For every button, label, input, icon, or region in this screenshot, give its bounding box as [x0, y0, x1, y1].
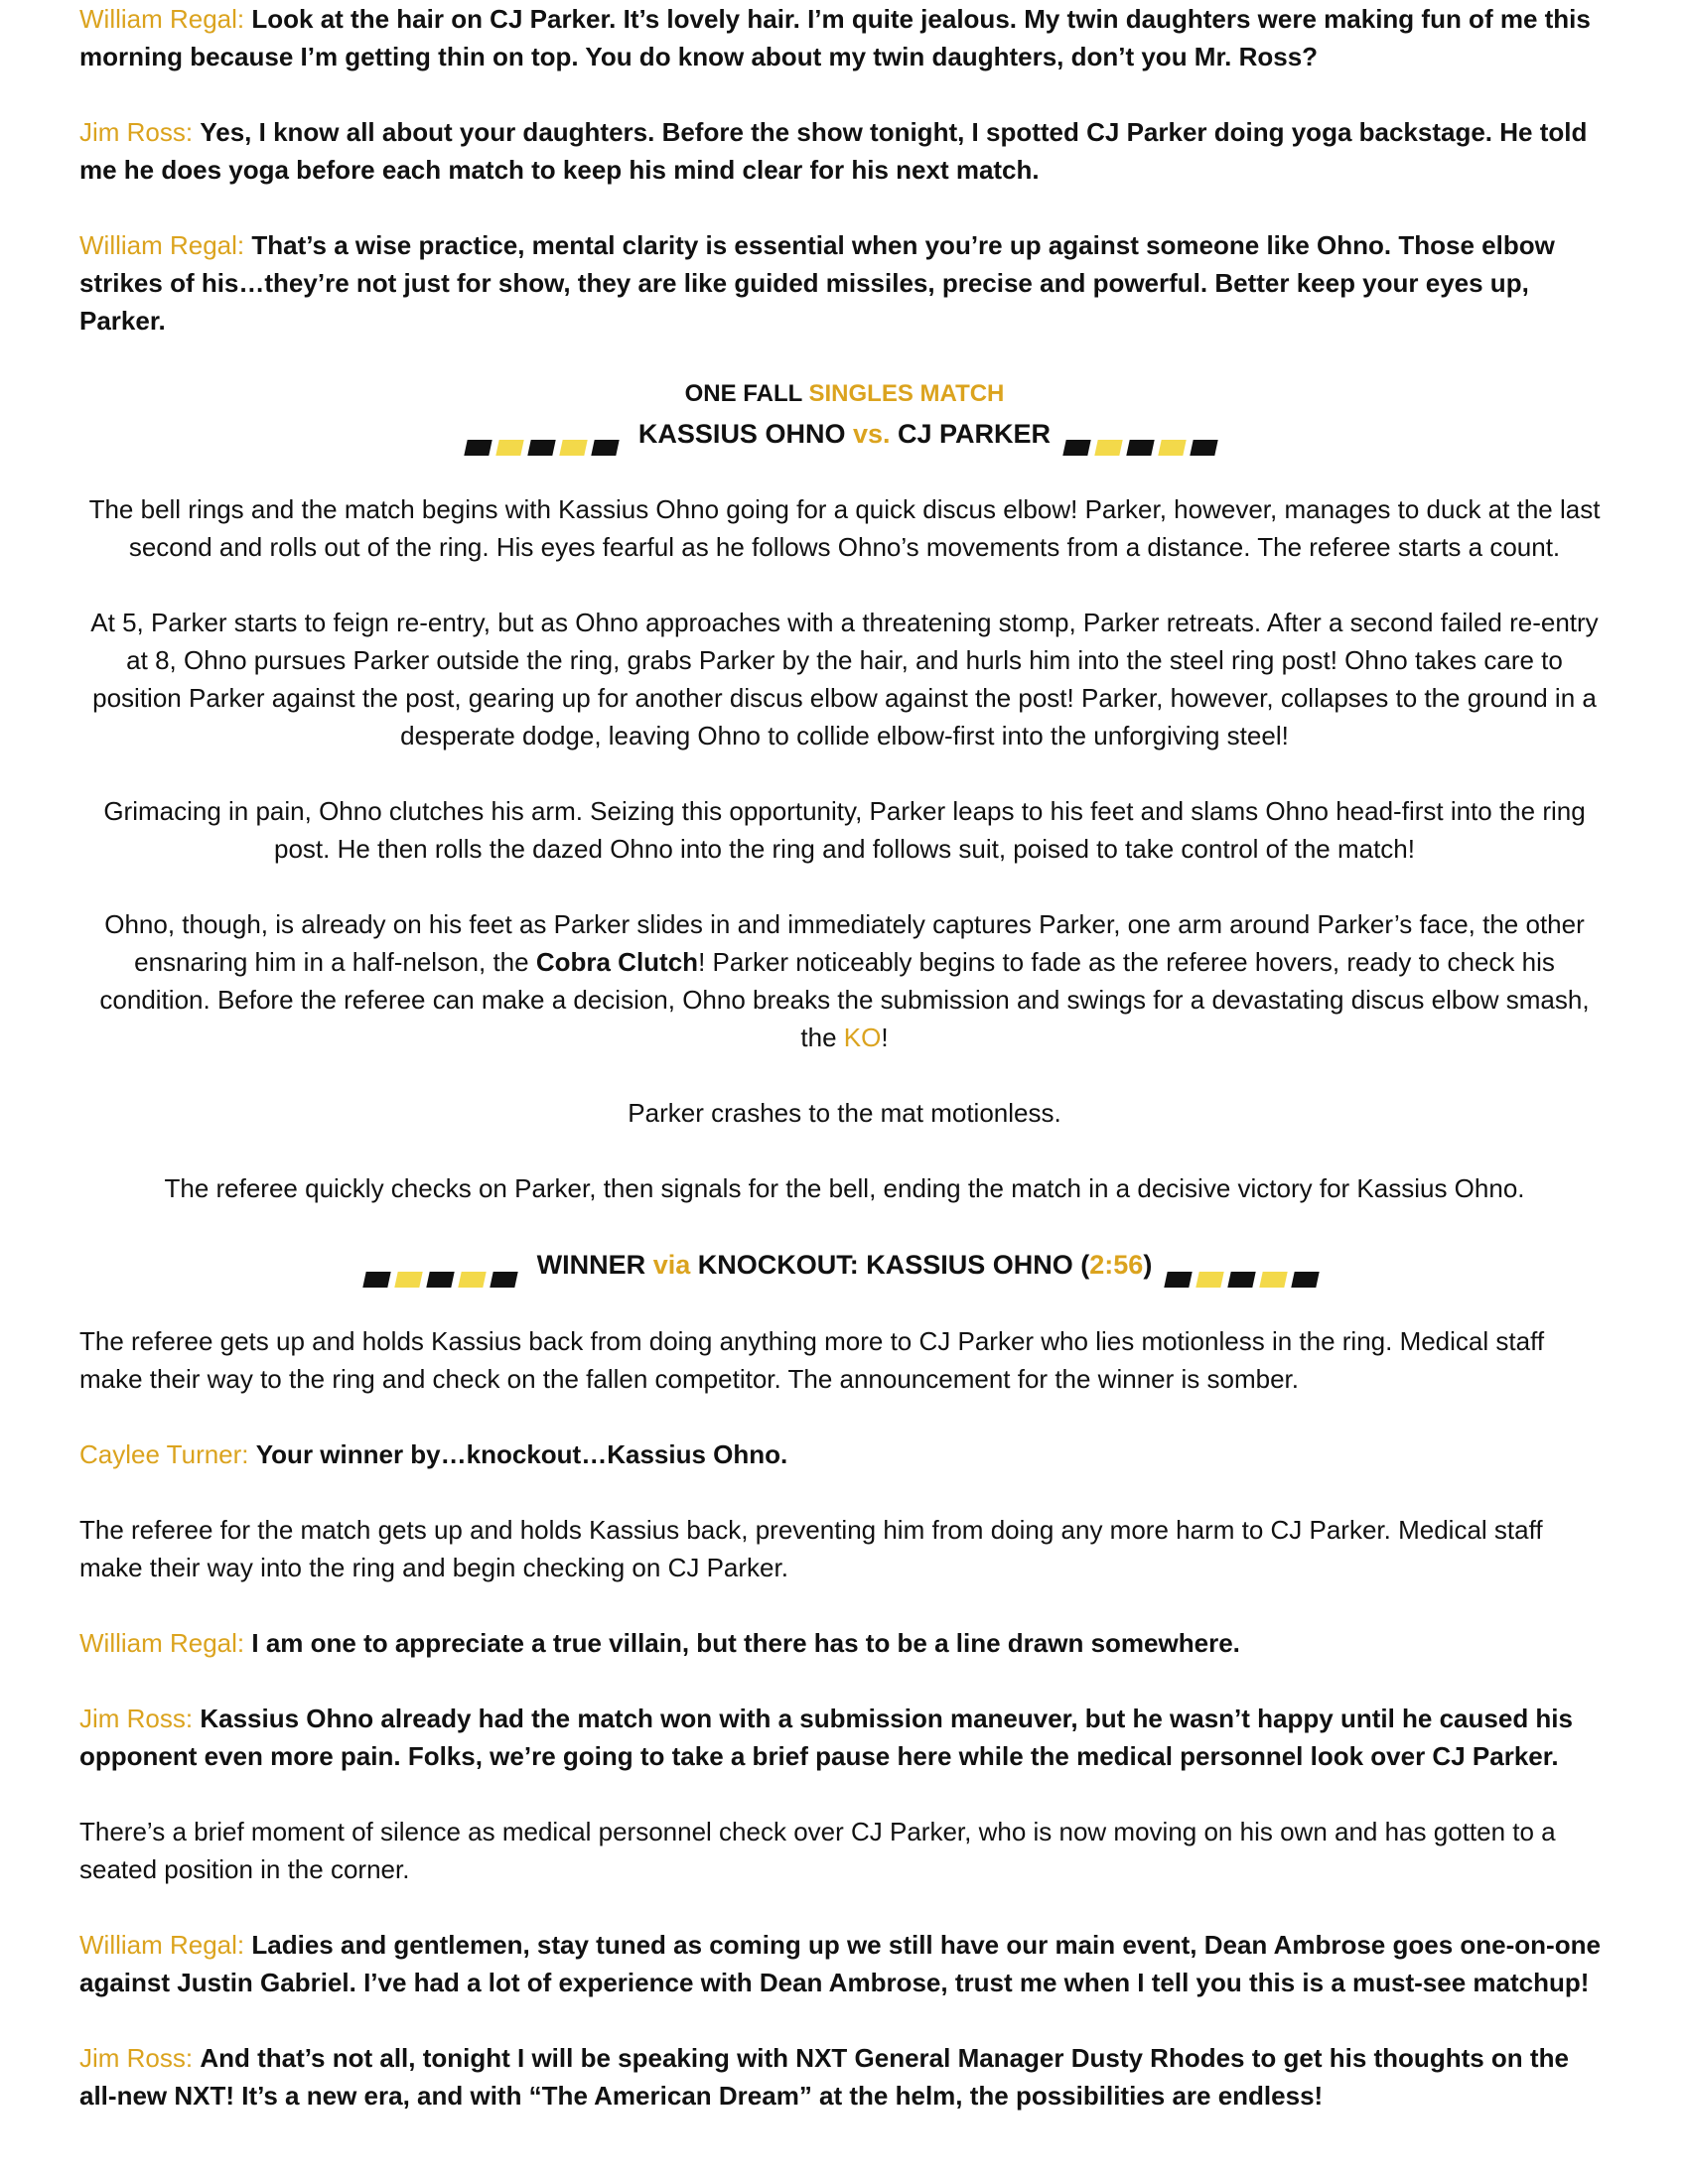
narrative-paragraph: Parker crashes to the mat motionless. [628, 1098, 1061, 1128]
match-type-heading [79, 377, 1610, 411]
dialog-line [79, 1435, 1610, 1473]
dialog-line [79, 226, 1610, 340]
dialog-text: That’s a wise practice, mental clarity is essential when you’re up against someone like Ohno. Those elbow strikes of his…they’re not just for show, they are like guided missiles, precise and powerful. Better keep your eyes up, Parker. [79, 230, 1555, 336]
speaker-name: Jim Ross: [79, 1704, 194, 1733]
stripe-divider-right [1064, 427, 1223, 445]
narrative-paragraph: The bell rings and the match begins with Kassius Ohno going for a quick discus elbow! Parker, however, manages to duck at the last second and rolls out of the ring. His eyes fearful as he follows Ohno’s movements from a distance. The referee starts a count. [88, 494, 1601, 562]
speaker-name: Jim Ross: [79, 2043, 194, 2073]
dialog-text: I am one to appreciate a true villain, but there has to be a line drawn somewhere. [251, 1628, 1240, 1658]
dialog-text: Ladies and gentlemen, stay tuned as coming up we still have our main event, Dean Ambrose goes one-on-one against Justin Gabriel. I’ve had a lot of experience with Dean Ambrose, trust me when I tell you this is a must-see matchup! [79, 1930, 1601, 1997]
stripe-divider-left [466, 427, 625, 445]
competitor-b: CJ PARKER [898, 419, 1052, 449]
dialog-line [79, 1624, 1610, 1662]
stripe-divider-right [1166, 1258, 1325, 1276]
winner-label: WINNER [536, 1250, 646, 1280]
narrative-paragraph: At 5, Parker starts to feign re-entry, but as Ohno approaches with a threatening stomp, Parker retreats. After a second failed re-entry at 8, Ohno pursues Parker outside the ring, grabs Parker by the hair, and hurls him into the steel ring post! Ohno takes care to position Parker against the post, gearing up for another discus elbow against the post! Parker, however, collapses to the ground in a desperate dodge, leaving Ohno to collide elbow-first into the unforgiving steel! [90, 608, 1599, 751]
winner-close: ) [1143, 1250, 1153, 1280]
dialog-line [79, 1926, 1610, 2001]
narrative-paragraph: The referee quickly checks on Parker, then signals for the bell, ending the match in a decisive victory for Kassius Ohno. [164, 1173, 1525, 1203]
narrative-paragraph: There’s a brief moment of silence as medical personnel check over CJ Parker, who is now moving on his own and has gotten to a seated position in the corner. [79, 1817, 1556, 1884]
narrative-text: ! [881, 1023, 889, 1052]
competitor-a: KASSIUS OHNO [637, 419, 846, 449]
match-type-kind: SINGLES MATCH [808, 380, 1005, 407]
winner-announcement [79, 1245, 1610, 1285]
narrative-paragraph: The referee gets up and holds Kassius back from doing anything more to CJ Parker who lies motionless in the ring. Medical staff make their way to the ring and check on the fallen competitor. The announcement for the winner is somber. [79, 1326, 1545, 1394]
narrative-paragraph: Grimacing in pain, Ohno clutches his arm. Seizing this opportunity, Parker leaps to his feet and slams Ohno head-first into the ring post. He then rolls the dazed Ohno into the ring and follows suit, poised to take control of the match! [103, 796, 1586, 864]
finisher-name: KO [843, 1023, 882, 1052]
speaker-name: William Regal: [79, 1930, 245, 1960]
dialog-line [79, 1700, 1610, 1775]
match-type-fall: ONE FALL [684, 380, 802, 407]
dialog-line [79, 0, 1610, 75]
match-time: 2:56 [1089, 1250, 1144, 1280]
narrative-text: ! Parker noticeably begins to fade as the referee hovers, ready to check his condition. Before the referee can make a decision, Ohno breaks the submission and swings for a devastating discus elbow smash, the [99, 947, 1590, 1052]
via-label: via [652, 1250, 691, 1280]
dialog-text: And that’s not all, tonight I will be speaking with NXT General Manager Dusty Rhodes to get his thoughts on the all-new NXT! It’s a new era, and with “The American Dream” at the helm, the possibilities are endless! [79, 2043, 1569, 2111]
winner-method: KNOCKOUT: KASSIUS OHNO ( [697, 1250, 1090, 1280]
speaker-name: William Regal: [79, 1628, 245, 1658]
dialog-text: Kassius Ohno already had the match won with a submission maneuver, but he wasn’t happy until he caused his opponent even more pain. Folks, we’re going to take a brief pause here while the medical personnel look over CJ Parker. [79, 1704, 1573, 1771]
dialog-text: Look at the hair on CJ Parker. It’s lovely hair. I’m quite jealous. My twin daughters were making fun of me this morning because I’m getting thin on top. You do know about my twin daughters, don’t you Mr. Ross? [79, 4, 1591, 71]
speaker-name: William Regal: [79, 4, 245, 34]
narrative-paragraph: The referee for the match gets up and holds Kassius back, preventing him from doing any more harm to CJ Parker. Medical staff make their way into the ring and begin checking on CJ Parker. [79, 1515, 1543, 1582]
dialog-line [79, 113, 1610, 189]
versus-label: vs. [852, 419, 891, 449]
speaker-name: Caylee Turner: [79, 1439, 249, 1469]
narrative-paragraph [79, 905, 1610, 1056]
move-name: Cobra Clutch [535, 947, 699, 977]
speaker-name: William Regal: [79, 230, 245, 260]
dialog-line [79, 2039, 1610, 2115]
dialog-text: Yes, I know all about your daughters. Before the show tonight, I spotted CJ Parker doing yoga backstage. He told me he does yoga before each match to keep his mind clear for his next match. [79, 117, 1588, 185]
stripe-divider-left [364, 1258, 523, 1276]
dialog-text: Your winner by…knockout…Kassius Ohno. [255, 1439, 788, 1469]
match-title-heading [79, 415, 1610, 453]
narrative-text: Ohno, though, is already on his feet as Parker slides in and immediately captures Parker, one arm around Parker’s face, the other ensnaring him in a half-nelson, the [104, 909, 1585, 977]
speaker-name: Jim Ross: [79, 117, 194, 147]
